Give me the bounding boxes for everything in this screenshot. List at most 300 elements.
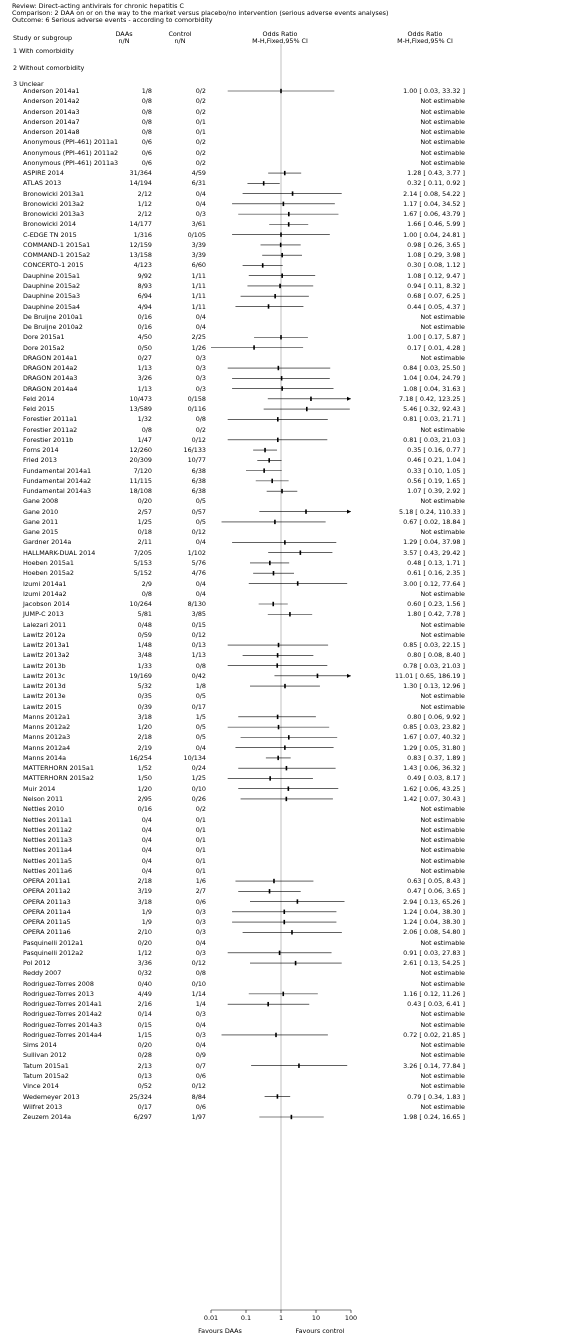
daa-events: 0/4 xyxy=(141,846,152,855)
odds-ratio-ci: 1.98 [ 0.24, 16.65 ] xyxy=(403,1113,465,1121)
daa-events: 1/12 xyxy=(137,199,152,208)
control-events: 0/105 xyxy=(187,230,206,239)
daa-events: 4/94 xyxy=(137,302,152,311)
daa-events: 0/4 xyxy=(141,815,152,824)
study-name: OPERA 2011a1 xyxy=(23,877,71,885)
daa-events: 0/8 xyxy=(141,589,152,598)
point-estimate xyxy=(263,181,265,185)
control-events: 0/3 xyxy=(195,907,206,916)
control-events: 10/77 xyxy=(187,456,206,465)
study-name: Lawitz 2013d xyxy=(23,682,66,691)
study-name: Gane 2011 xyxy=(23,517,59,526)
control-events: 0/15 xyxy=(191,620,206,629)
daa-events: 2/16 xyxy=(137,1000,152,1009)
daa-events: 2/12 xyxy=(137,189,152,198)
study-name: Dore 2015a1 xyxy=(23,333,65,342)
study-name: ASPIRE 2014 xyxy=(23,169,64,178)
odds-ratio-ci: 1.00 [ 0.03, 33.32 ] xyxy=(403,87,465,95)
study-name: Lawitz 2013b xyxy=(23,661,66,670)
col-or-plot-header: Odds Ratio xyxy=(262,30,298,38)
point-estimate xyxy=(288,786,290,790)
odds-ratio-ci: 0.43 [ 0.03, 6.41 ] xyxy=(407,1000,465,1009)
study-name: Tatum 2015a2 xyxy=(23,1072,69,1080)
daa-events: 1/15 xyxy=(137,1030,152,1039)
control-events: 1/4 xyxy=(195,1000,206,1009)
study-name: Sims 2014 xyxy=(23,1041,57,1050)
point-estimate xyxy=(305,509,307,513)
control-events: 0/12 xyxy=(191,435,206,444)
daa-events: 1/12 xyxy=(137,948,152,957)
daa-events: 0/28 xyxy=(137,1051,152,1060)
point-estimate xyxy=(288,222,290,226)
odds-ratio-ci: Not estimable xyxy=(420,692,465,701)
control-events: 0/17 xyxy=(191,702,206,711)
control-events: 0/8 xyxy=(195,415,206,424)
study-name: Rodriguez-Torres 2014a2 xyxy=(23,1010,102,1019)
study-name: Gane 2015 xyxy=(23,528,59,537)
daa-events: 9/92 xyxy=(137,271,152,280)
study-name: Lalezari 2011 xyxy=(23,620,67,629)
daa-events: 0/50 xyxy=(137,343,152,352)
study-name: Manns 2012a3 xyxy=(23,733,71,742)
odds-ratio-ci: 0.30 [ 0.08, 1.12 ] xyxy=(407,261,465,270)
point-estimate xyxy=(281,376,283,380)
group-without-comorbidity: 2 Without comorbidity xyxy=(13,64,85,72)
odds-ratio-ci: Not estimable xyxy=(420,938,465,947)
study-name: Rodriguez-Torres 2014a3 xyxy=(23,1020,102,1029)
daa-events: 1/20 xyxy=(137,784,152,793)
study-name: Lawitz 2012a xyxy=(23,630,66,639)
daa-events: 2/19 xyxy=(137,743,152,752)
study-name: Fried 2013 xyxy=(23,456,57,465)
control-events: 3/39 xyxy=(191,251,206,260)
point-estimate xyxy=(288,735,290,739)
control-events: 1/25 xyxy=(191,774,206,783)
col-daas-header: DAAs xyxy=(115,30,133,38)
control-events: 0/4 xyxy=(195,312,206,321)
odds-ratio-ci: 1.08 [ 0.04, 31.63 ] xyxy=(403,384,465,393)
daa-events: 0/4 xyxy=(141,856,152,865)
control-events: 1/5 xyxy=(195,712,206,721)
odds-ratio-ci: 0.33 [ 0.10, 1.05 ] xyxy=(407,466,465,475)
point-estimate xyxy=(277,438,279,442)
study-name: Manns 2014a xyxy=(23,753,67,762)
study-name: Anderson 2014a8 xyxy=(23,128,80,136)
daa-events: 1/32 xyxy=(137,415,152,424)
daa-events: 4/50 xyxy=(137,333,152,342)
study-name: MATTERHORN 2015a2 xyxy=(23,774,94,783)
daa-events: 19/169 xyxy=(129,671,152,680)
control-events: 0/4 xyxy=(195,1041,206,1050)
odds-ratio-ci: Not estimable xyxy=(420,969,465,978)
daa-events: 14/177 xyxy=(129,220,152,229)
study-name: Dauphine 2015a2 xyxy=(23,281,81,290)
point-estimate xyxy=(282,992,284,996)
control-events: 0/4 xyxy=(195,323,206,331)
study-name: Anonymous (PPI-461) 2011a1 xyxy=(23,138,119,147)
daa-events: 11/115 xyxy=(129,476,152,485)
point-estimate xyxy=(263,468,265,472)
x-axis-label-right: Favours control xyxy=(295,1327,345,1335)
study-name: Nettles 2011a1 xyxy=(23,815,73,824)
control-events: 0/5 xyxy=(195,517,206,526)
control-events: 0/4 xyxy=(195,199,206,208)
control-events: 0/12 xyxy=(191,528,206,537)
control-events: 0/1 xyxy=(195,836,206,844)
study-name: ATLAS 2013 xyxy=(23,179,62,188)
point-estimate xyxy=(286,797,288,801)
daa-events: 0/17 xyxy=(137,1102,152,1111)
daa-events: 1/33 xyxy=(137,661,152,670)
study-name: Rodriguez-Torres 2008 xyxy=(23,979,94,988)
point-estimate xyxy=(277,653,279,657)
point-estimate xyxy=(295,961,297,965)
daa-events: 2/18 xyxy=(137,733,152,742)
control-events: 3/61 xyxy=(191,220,206,229)
control-events: 0/3 xyxy=(195,384,206,393)
study-name: Dauphine 2015a3 xyxy=(23,292,81,301)
study-name: Nettles 2011a2 xyxy=(23,825,73,834)
odds-ratio-ci: 0.98 [ 0.26, 3.65 ] xyxy=(407,240,465,249)
odds-ratio-ci: Not estimable xyxy=(420,856,465,865)
control-events: 1/14 xyxy=(191,989,206,998)
odds-ratio-ci: 0.17 [ 0.01, 4.28 ] xyxy=(407,343,465,352)
control-events: 1/6 xyxy=(195,877,206,885)
control-events: 0/12 xyxy=(191,630,206,639)
point-estimate xyxy=(275,1033,277,1037)
study-name: DRAGON 2014a1 xyxy=(23,353,78,362)
daa-events: 16/254 xyxy=(129,753,152,762)
point-estimate xyxy=(280,89,282,93)
odds-ratio-ci: Not estimable xyxy=(420,138,465,147)
control-events: 1/11 xyxy=(191,292,206,301)
study-name: Pasquinelli 2012a1 xyxy=(23,938,84,947)
daa-events: 2/95 xyxy=(137,794,152,803)
daa-events: 1/316 xyxy=(133,230,152,239)
control-events: 0/3 xyxy=(195,364,206,372)
daa-events: 12/159 xyxy=(129,240,152,249)
point-estimate xyxy=(269,561,271,565)
study-name: Nelson 2011 xyxy=(23,794,64,803)
odds-ratio-ci: 0.81 [ 0.03, 21.03 ] xyxy=(403,435,465,444)
daa-events: 4/49 xyxy=(137,989,152,998)
daa-events: 20/309 xyxy=(129,456,152,465)
control-events: 0/6 xyxy=(195,1072,206,1080)
daa-events: 10/473 xyxy=(129,394,152,403)
control-events: 0/3 xyxy=(195,353,206,362)
point-estimate xyxy=(269,776,271,780)
daa-events: 0/20 xyxy=(137,497,152,506)
point-estimate xyxy=(278,725,280,729)
study-name: JUMP-C 2013 xyxy=(23,610,64,619)
point-estimate xyxy=(291,930,293,934)
control-events: 6/38 xyxy=(191,487,206,496)
odds-ratio-ci: 0.80 [ 0.08, 8.40 ] xyxy=(407,651,465,660)
daa-events: 2/18 xyxy=(137,877,152,885)
control-events: 0/8 xyxy=(195,661,206,670)
odds-ratio-ci: Not estimable xyxy=(420,1010,465,1019)
col-daas-n-header: n/N xyxy=(118,37,130,45)
x-tick-label: 100 xyxy=(344,1314,358,1322)
study-name: Reddy 2007 xyxy=(23,969,62,978)
control-events: 0/1 xyxy=(195,846,206,855)
control-events: 6/31 xyxy=(191,179,206,188)
control-events: 1/13 xyxy=(191,651,206,660)
x-axis-label-left: Favours DAAs xyxy=(198,1327,242,1335)
control-events: 0/3 xyxy=(195,210,206,219)
daa-events: 31/364 xyxy=(129,169,152,178)
point-estimate xyxy=(284,745,286,749)
daa-events: 18/108 xyxy=(129,487,152,496)
odds-ratio-ci: 1.67 [ 0.07, 40.32 ] xyxy=(403,733,465,742)
odds-ratio-ci: Not estimable xyxy=(420,148,465,157)
daa-events: 10/264 xyxy=(129,600,152,608)
daa-events: 0/8 xyxy=(141,117,152,126)
daa-events: 1/50 xyxy=(137,774,152,783)
odds-ratio-ci: 3.57 [ 0.43, 29.42 ] xyxy=(403,548,465,557)
study-name: DRAGON 2014a2 xyxy=(23,364,78,372)
control-events: 2/7 xyxy=(195,887,206,896)
study-name: Dauphine 2015a1 xyxy=(23,271,81,280)
odds-ratio-ci: Not estimable xyxy=(420,630,465,639)
study-name: Sullivan 2012 xyxy=(23,1051,67,1060)
control-events: 0/4 xyxy=(195,938,206,947)
control-events: 0/3 xyxy=(195,928,206,937)
point-estimate xyxy=(310,397,312,401)
odds-ratio-ci: 1.28 [ 0.43, 3.77 ] xyxy=(407,169,465,178)
daa-events: 5/32 xyxy=(137,682,152,691)
control-events: 6/38 xyxy=(191,466,206,475)
group-with-comorbidity: 1 With comorbidity xyxy=(13,47,74,55)
odds-ratio-ci: 2.61 [ 0.13, 54.25 ] xyxy=(403,959,465,968)
odds-ratio-ci: 1.00 [ 0.17, 5.87 ] xyxy=(407,333,465,342)
control-events: 0/1 xyxy=(195,128,206,136)
daa-events: 0/15 xyxy=(137,1020,152,1029)
control-events: 0/24 xyxy=(191,764,206,773)
control-events: 1/11 xyxy=(191,281,206,290)
point-estimate xyxy=(283,910,285,914)
study-name: C-EDGE TN 2015 xyxy=(23,230,77,239)
odds-ratio-ci: 0.79 [ 0.34, 1.83 ] xyxy=(407,1092,465,1101)
control-events: 0/4 xyxy=(195,589,206,598)
daa-events: 0/48 xyxy=(137,620,152,629)
control-events: 0/4 xyxy=(195,743,206,752)
study-name: Manns 2012a1 xyxy=(23,712,71,721)
point-estimate xyxy=(298,1064,300,1068)
point-estimate xyxy=(273,571,275,575)
odds-ratio-ci: Not estimable xyxy=(420,117,465,126)
study-name: Muir 2014 xyxy=(23,784,56,793)
study-name: Wilfret 2013 xyxy=(23,1102,63,1111)
study-name: COMMAND-1 2015a1 xyxy=(23,240,91,249)
odds-ratio-ci: 0.44 [ 0.05, 4.37 ] xyxy=(407,302,465,311)
daa-events: 0/59 xyxy=(137,630,152,639)
study-name: Manns 2012a2 xyxy=(23,723,71,732)
odds-ratio-ci: Not estimable xyxy=(420,312,465,321)
control-events: 1/8 xyxy=(195,682,206,691)
study-name: Fundamental 2014a1 xyxy=(23,466,92,475)
daa-events: 1/52 xyxy=(137,764,152,773)
odds-ratio-ci: 5.46 [ 0.32, 92.43 ] xyxy=(403,405,465,414)
point-estimate xyxy=(281,273,283,277)
odds-ratio-ci: 1.08 [ 0.29, 3.98 ] xyxy=(407,251,465,260)
daa-events: 0/6 xyxy=(141,138,152,147)
study-name: Nettles 2011a4 xyxy=(23,846,73,855)
control-events: 0/158 xyxy=(187,394,206,403)
daa-events: 0/16 xyxy=(137,312,152,321)
daa-events: 14/194 xyxy=(129,179,152,188)
daa-events: 2/10 xyxy=(137,928,152,937)
point-estimate xyxy=(277,417,279,421)
odds-ratio-ci: Not estimable xyxy=(420,702,465,711)
study-name: Izumi 2014a1 xyxy=(23,579,67,588)
study-name: OPERA 2011a5 xyxy=(23,918,71,927)
daa-events: 0/52 xyxy=(137,1082,152,1091)
odds-ratio-ci: 1.08 [ 0.12, 9.47 ] xyxy=(407,271,465,280)
daa-events: 8/93 xyxy=(137,281,152,290)
study-name: Gane 2010 xyxy=(23,507,59,516)
col-control-n-header: n/N xyxy=(174,37,186,45)
study-name: Bronowicki 2014 xyxy=(23,220,77,229)
control-events: 16/133 xyxy=(183,446,206,455)
study-name: De Bruijne 2010a2 xyxy=(23,323,83,331)
daa-events: 3/48 xyxy=(137,651,152,660)
daa-events: 0/14 xyxy=(137,1010,152,1019)
odds-ratio-ci: Not estimable xyxy=(420,128,465,136)
daa-events: 0/13 xyxy=(137,1072,152,1080)
control-events: 8/130 xyxy=(187,600,206,608)
point-estimate xyxy=(284,171,286,175)
study-name: CONCERTO-1 2015 xyxy=(23,261,84,270)
control-events: 0/10 xyxy=(191,979,206,988)
odds-ratio-ci: 0.48 [ 0.13, 1.71 ] xyxy=(407,559,465,567)
study-name: OPERA 2011a6 xyxy=(23,928,71,937)
study-name: DRAGON 2014a3 xyxy=(23,374,78,383)
study-name: OPERA 2011a4 xyxy=(23,907,71,916)
x-tick-label: 0.01 xyxy=(203,1314,219,1322)
study-name: OPERA 2011a2 xyxy=(23,887,71,896)
col-or-plot-method-header: M-H,Fixed,95% CI xyxy=(252,37,308,45)
odds-ratio-ci: Not estimable xyxy=(420,353,465,362)
odds-ratio-ci: 0.67 [ 0.02, 18.84 ] xyxy=(403,517,465,526)
odds-ratio-ci: 0.84 [ 0.03, 25.50 ] xyxy=(403,364,465,372)
point-estimate xyxy=(280,243,282,247)
odds-ratio-ci: 0.35 [ 0.16, 0.77 ] xyxy=(407,446,465,455)
control-events: 10/134 xyxy=(183,753,206,762)
daa-events: 2/9 xyxy=(141,579,152,588)
study-name: Manns 2012a4 xyxy=(23,743,71,752)
study-name: Wedemeyer 2013 xyxy=(23,1092,80,1101)
daa-events: 0/27 xyxy=(137,353,152,362)
col-or-text-header: Odds Ratio xyxy=(407,30,443,38)
point-estimate xyxy=(297,899,299,903)
daa-events: 7/205 xyxy=(133,548,152,557)
daa-events: 1/9 xyxy=(141,907,152,916)
control-events: 0/2 xyxy=(195,148,206,157)
study-name: Anderson 2014a7 xyxy=(23,117,80,126)
odds-ratio-ci: 0.32 [ 0.11, 0.92 ] xyxy=(407,179,465,188)
control-events: 3/39 xyxy=(191,240,206,249)
study-name: Lawitz 2013c xyxy=(23,671,66,680)
study-name: Rodriguez-Torres 2013 xyxy=(23,989,94,998)
odds-ratio-ci: 0.60 [ 0.23, 1.56 ] xyxy=(407,600,465,608)
point-estimate xyxy=(273,879,275,883)
daa-events: 1/8 xyxy=(141,87,152,95)
odds-ratio-ci: Not estimable xyxy=(420,425,465,434)
col-control-header: Control xyxy=(168,30,192,38)
point-estimate xyxy=(279,284,281,288)
control-events: 0/5 xyxy=(195,723,206,732)
odds-ratio-ci: 5.18 [ 0.24, 110.33 ] xyxy=(399,507,465,516)
point-estimate xyxy=(286,766,288,770)
daa-events: 6/297 xyxy=(133,1113,152,1121)
control-events: 0/1 xyxy=(195,856,206,865)
study-name: Dore 2015a2 xyxy=(23,343,65,352)
daa-events: 2/13 xyxy=(137,1061,152,1070)
study-name: Forestier 2011a2 xyxy=(23,425,78,434)
outcome-line: Outcome: 6 Serious adverse events - according to comorbidity xyxy=(12,16,213,24)
point-estimate xyxy=(276,663,278,667)
control-events: 0/6 xyxy=(195,1102,206,1111)
control-events: 3/85 xyxy=(191,610,206,619)
point-estimate xyxy=(271,479,273,483)
control-events: 0/13 xyxy=(191,641,206,649)
daa-events: 6/94 xyxy=(137,292,152,301)
daa-events: 1/9 xyxy=(141,918,152,927)
daa-events: 1/48 xyxy=(137,641,152,649)
odds-ratio-ci: 0.80 [ 0.06, 9.92 ] xyxy=(407,712,465,721)
control-events: 0/3 xyxy=(195,1010,206,1019)
odds-ratio-ci: 1.43 [ 0.06, 36.32 ] xyxy=(403,764,465,773)
control-events: 0/2 xyxy=(195,87,206,95)
control-events: 0/2 xyxy=(195,425,206,434)
odds-ratio-ci: Not estimable xyxy=(420,1020,465,1029)
daa-events: 1/13 xyxy=(137,384,152,393)
daa-events: 0/8 xyxy=(141,128,152,136)
study-name: Nettles 2011a3 xyxy=(23,836,73,844)
review-line: Review: Direct-acting antivirals for chronic hepatitis C xyxy=(12,2,184,10)
study-name: Jacobson 2014 xyxy=(23,600,70,608)
daa-events: 7/120 xyxy=(133,466,152,475)
odds-ratio-ci: 0.72 [ 0.02, 21.85 ] xyxy=(403,1030,465,1039)
control-events: 2/25 xyxy=(191,333,206,342)
odds-ratio-ci: Not estimable xyxy=(420,866,465,875)
daa-events: 0/18 xyxy=(137,528,152,537)
control-events: 0/116 xyxy=(187,405,206,414)
point-estimate xyxy=(281,253,283,257)
point-estimate xyxy=(264,448,266,452)
daa-events: 3/19 xyxy=(137,887,152,896)
point-estimate xyxy=(278,366,280,370)
control-events: 0/4 xyxy=(195,189,206,198)
daa-events: 25/324 xyxy=(129,1092,152,1101)
odds-ratio-ci: Not estimable xyxy=(420,528,465,537)
odds-ratio-ci: Not estimable xyxy=(420,589,465,598)
daa-events: 13/589 xyxy=(129,405,152,414)
study-name: Forns 2014 xyxy=(23,446,59,455)
odds-ratio-ci: Not estimable xyxy=(420,846,465,855)
study-name: Lawitz 2015 xyxy=(23,702,62,711)
point-estimate xyxy=(262,263,264,267)
odds-ratio-ci: 1.66 [ 0.46, 5.99 ] xyxy=(407,220,465,229)
study-name: Pasquinelli 2012a2 xyxy=(23,948,84,957)
study-name: HALLMARK-DUAL 2014 xyxy=(23,548,96,557)
point-estimate xyxy=(283,202,285,206)
point-estimate xyxy=(300,551,302,555)
control-events: 0/1 xyxy=(195,825,206,834)
study-name: Anderson 2014a2 xyxy=(23,97,80,106)
control-events: 0/7 xyxy=(195,1061,206,1070)
